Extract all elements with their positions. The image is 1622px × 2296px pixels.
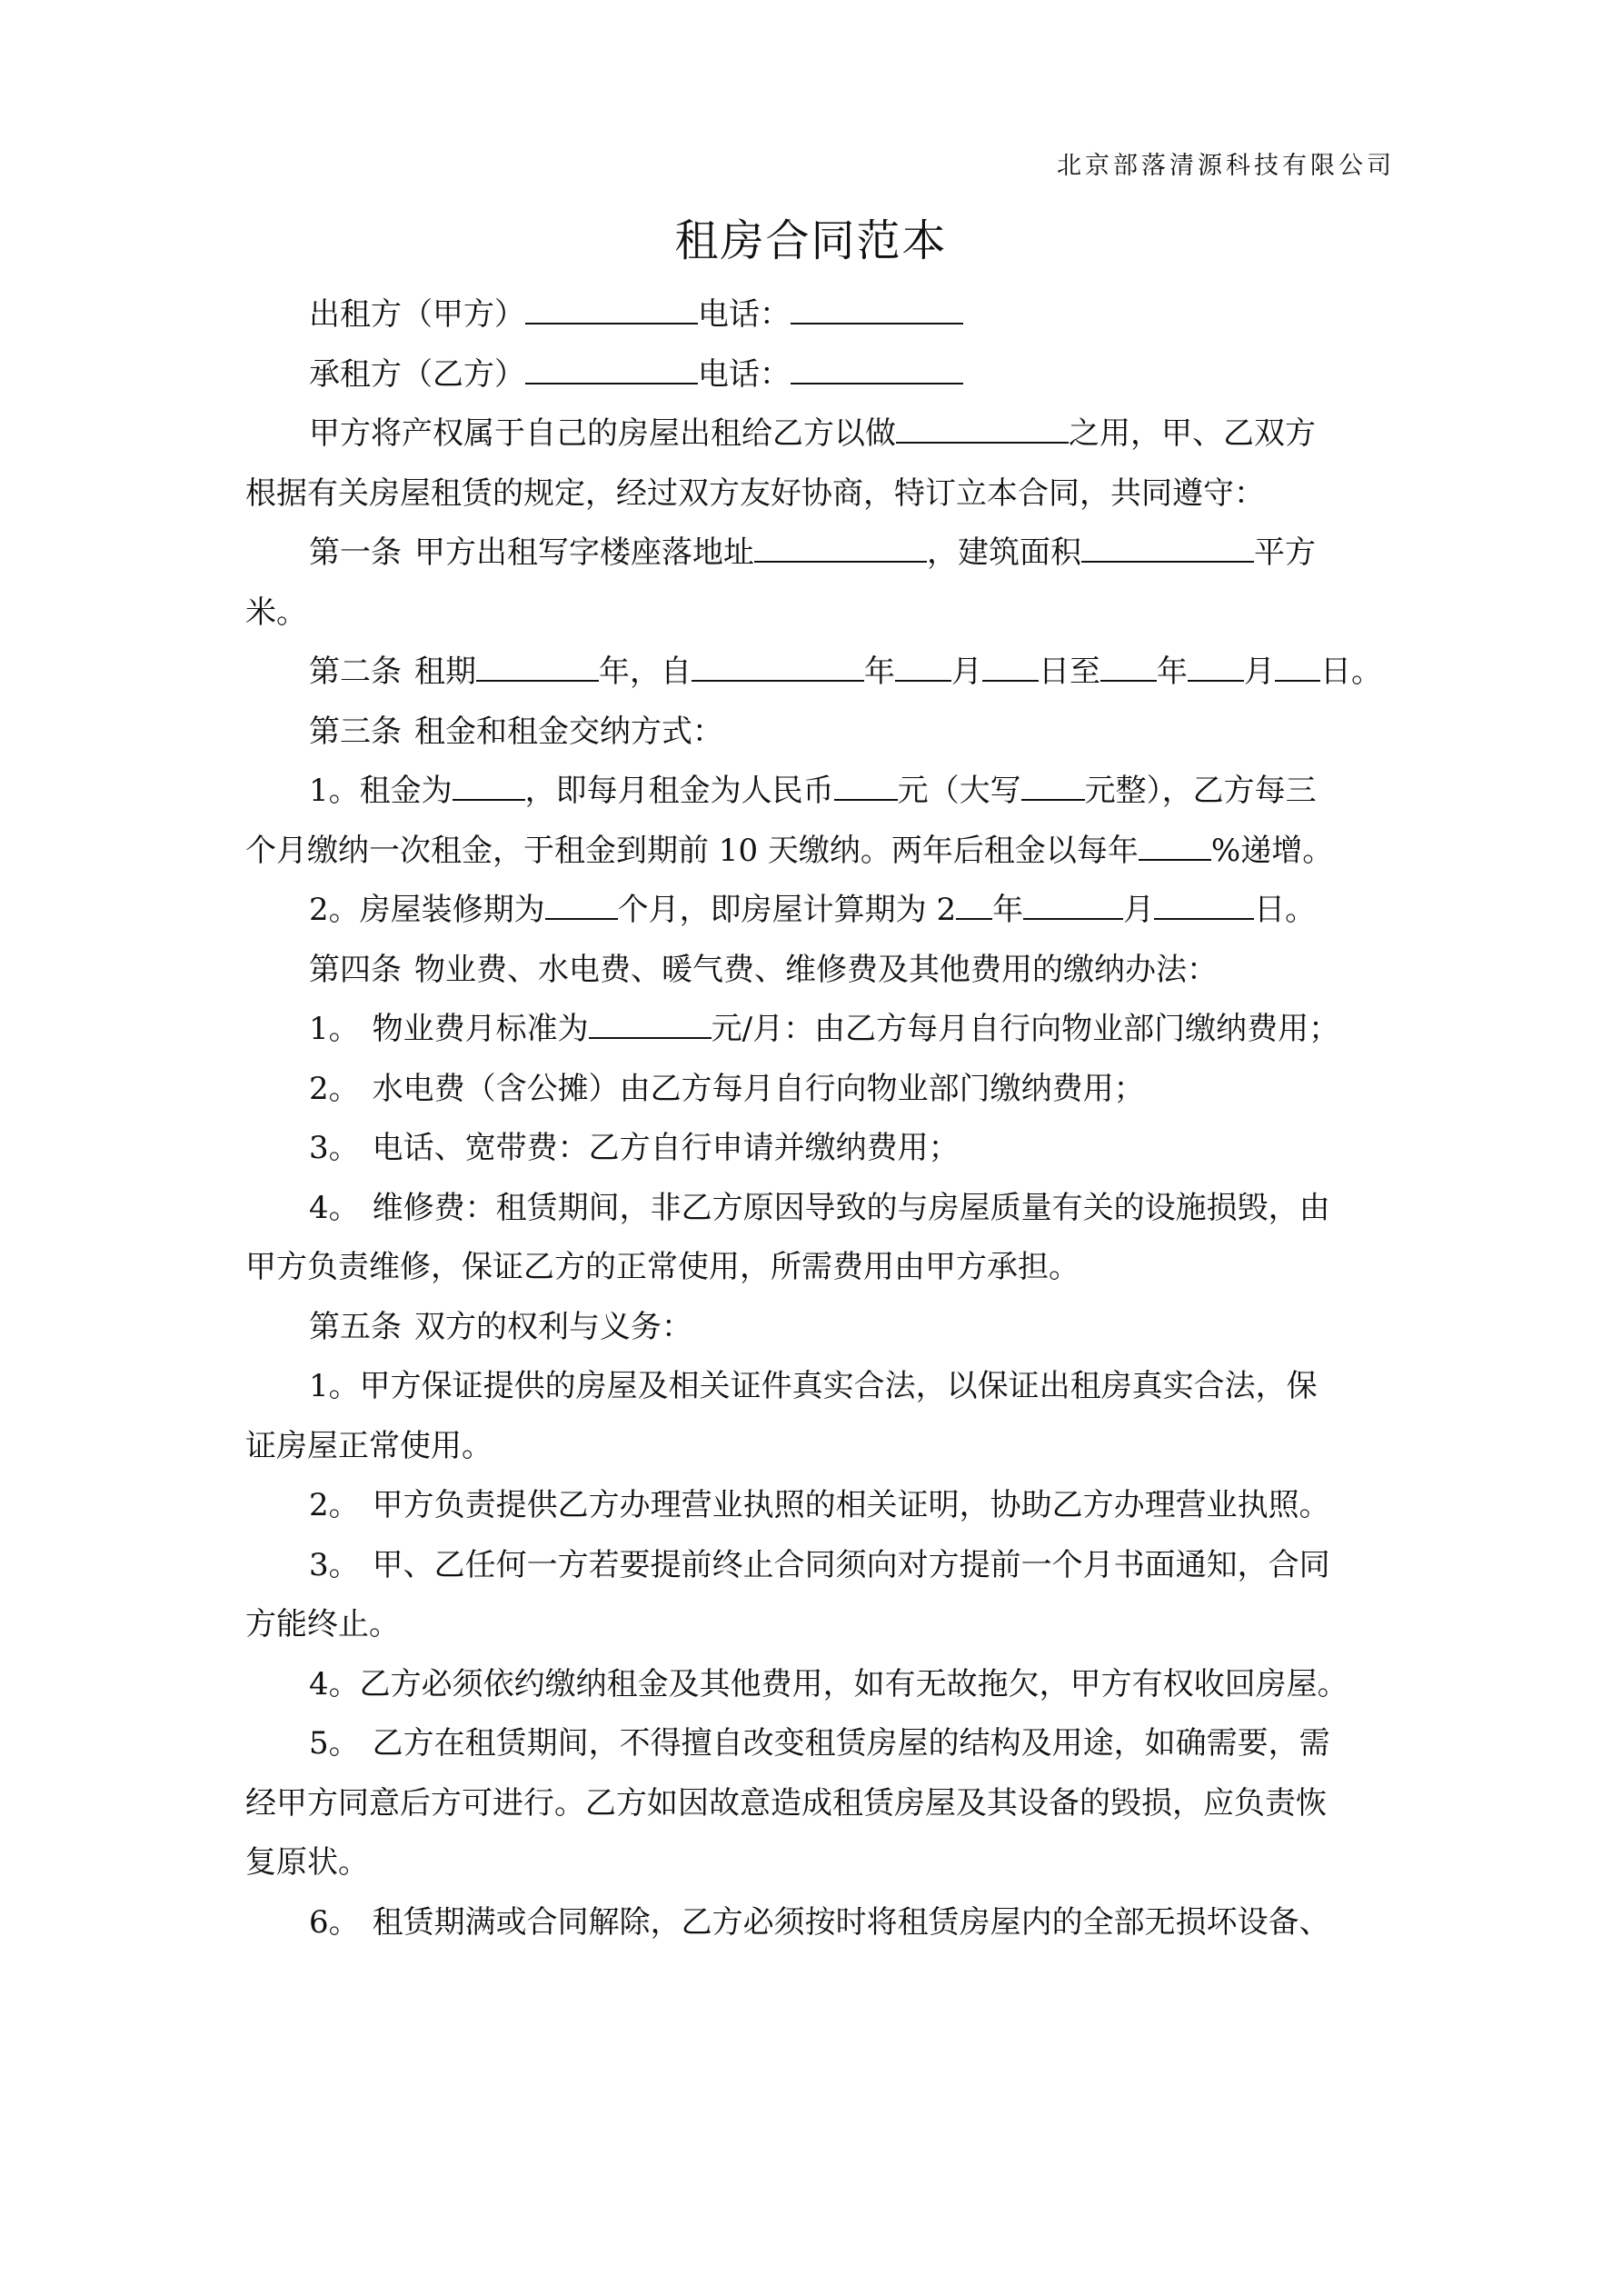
article5-item4-line: 4。乙方必须依约缴纳租金及其他费用，如有无故拖欠，甲方有权收回房屋。: [309, 1665, 1348, 1702]
lessor-phone-blank[interactable]: [791, 294, 963, 324]
article-heading: 第二条: [309, 654, 402, 690]
renovation-months-blank[interactable]: [545, 889, 618, 920]
lessor-phone-label: 电话：: [698, 296, 791, 333]
article5-item5-line-1: [245, 1718, 1390, 1778]
article5-item1-line-2: 证房屋正常使用。: [245, 1427, 493, 1464]
preamble-text: 甲方将产权属于自己的房屋出租给乙方以做: [309, 415, 896, 452]
item-text: %递增。: [1210, 832, 1334, 869]
preamble-text: 之用，甲、乙双方: [1069, 415, 1316, 452]
article4-item3-line: [245, 1123, 1390, 1183]
item-text: 日。: [1254, 892, 1317, 928]
lessee-line: [245, 349, 1390, 409]
article-text: 平方: [1254, 534, 1316, 571]
item-number: 2。: [309, 1070, 360, 1107]
article-text: 日至: [1039, 654, 1100, 690]
item-text: 年: [992, 892, 1024, 928]
increase-rate-blank[interactable]: [1139, 830, 1211, 861]
article5-line: [245, 1302, 1390, 1362]
article5-item3-line-2: 方能终止。: [245, 1606, 400, 1642]
item-text: 物业费月标准为: [372, 1011, 589, 1047]
article-text: 物业费、水电费、暖气费、维修费及其他费用的缴纳办法：: [414, 951, 1218, 988]
item-number: 2。: [309, 1487, 360, 1523]
article3-item1-line-2: [245, 825, 1390, 885]
article-text: ，建筑面积: [927, 534, 1081, 571]
item-text: 维修费：租赁期间，非乙方原因导致的与房屋质量有关的设施损毁，由: [372, 1189, 1330, 1226]
article5-item5-line-2: 经甲方同意后方可进行。乙方如因故意造成租赁房屋及其设备的毁损，应负责恢: [245, 1784, 1327, 1822]
article5-item6-line-1: [245, 1897, 1390, 1957]
item-text: 水电费（含公摊）由乙方每月自行向物业部门缴纳费用；: [372, 1070, 1145, 1107]
item-text: 个月，即房屋计算期为 2: [617, 892, 957, 928]
article1-line-1: [245, 527, 1390, 587]
item-number: 4。: [309, 1189, 360, 1226]
period-days-blank[interactable]: [1154, 889, 1254, 920]
article-text: 年: [864, 654, 895, 690]
article4-item1-line: [245, 1003, 1390, 1063]
article5-item5-line-3: 复原状。: [245, 1844, 369, 1881]
item-text: 甲方负责提供乙方办理营业执照的相关证明，协助乙方办理营业执照。: [372, 1487, 1330, 1523]
lessee-label: 承租方（乙方）: [309, 355, 525, 393]
article-text: 年，自: [599, 654, 692, 690]
item-number: 1。: [309, 1011, 360, 1047]
article1-line-2: 米。: [245, 594, 307, 631]
rent-uppercase-blank[interactable]: [1021, 770, 1085, 801]
article-text: 租金和租金交纳方式：: [414, 713, 723, 750]
item-text: 月: [1123, 892, 1155, 928]
article-text: 月: [951, 654, 982, 690]
article4-item4-line-1: [245, 1183, 1390, 1243]
article5-item3-line-1: [245, 1540, 1390, 1600]
article5-item2-line: [245, 1480, 1390, 1540]
article-heading: 第三条: [309, 713, 402, 750]
item-text: 元整），乙方每三: [1084, 773, 1317, 809]
preamble-line-2: 根据有关房屋租赁的规定，经过双方友好协商，特订立本合同，共同遵守：: [245, 474, 1265, 512]
property-fee-blank[interactable]: [589, 1008, 711, 1039]
item-text: 甲、乙任何一方若要提前终止合同须向对方提前一个月书面通知，合同: [372, 1546, 1330, 1583]
article-text: 双方的权利与义务：: [414, 1308, 692, 1345]
address-blank[interactable]: [754, 532, 927, 563]
end-year-blank[interactable]: [1100, 651, 1157, 682]
article-heading: 第四条: [309, 951, 402, 988]
area-blank[interactable]: [1081, 532, 1254, 563]
preamble-line-1: [245, 408, 1390, 468]
article2-line: [245, 646, 1390, 706]
period-months-blank[interactable]: [1023, 889, 1123, 920]
item-number: 6。: [309, 1903, 360, 1941]
lessee-phone-label: 电话：: [698, 355, 791, 393]
article-heading: 第五条: [309, 1308, 402, 1345]
item-text: 乙方在租赁期间，不得擅自改变租赁房屋的结构及用途，如确需要，需: [372, 1725, 1330, 1762]
article4-line: [245, 944, 1390, 1004]
item-text: 元（大写: [897, 773, 1021, 809]
item-text: ，即每月租金为人民币: [524, 773, 834, 809]
lessor-label: 出租方（甲方）: [309, 296, 525, 333]
term-years-blank[interactable]: [476, 651, 599, 682]
article5-item1-line-1: 1。甲方保证提供的房屋及相关证件真实合法，以保证出租房真实合法，保: [309, 1368, 1318, 1404]
lessor-name-blank[interactable]: [525, 294, 698, 324]
item-number: 5。: [309, 1725, 360, 1762]
rent-blank[interactable]: [453, 770, 525, 801]
article3-line: [245, 706, 1390, 766]
usage-blank[interactable]: [896, 413, 1069, 444]
item-text: 2。房屋装修期为: [309, 892, 545, 928]
monthly-rent-blank[interactable]: [834, 770, 898, 801]
article3-item2-line: [245, 884, 1390, 944]
article3-item1-line-1: [245, 765, 1390, 825]
start-day-blank[interactable]: [982, 651, 1039, 682]
document-title: 租房合同范本: [674, 215, 948, 266]
article-text: 日。: [1320, 654, 1382, 690]
article-text: 租期: [414, 654, 476, 690]
item-text: 租赁期满或合同解除，乙方必须按时将租赁房屋内的全部无损坏设备、: [372, 1903, 1330, 1941]
lessee-phone-blank[interactable]: [791, 354, 963, 384]
lessor-line: [245, 289, 1390, 349]
item-text: 个月缴纳一次租金，于租金到期前 10 天缴纳。两年后租金以每年: [245, 832, 1139, 869]
start-month-blank[interactable]: [895, 651, 951, 682]
end-month-blank[interactable]: [1188, 651, 1244, 682]
item-text: 1。租金为: [309, 773, 453, 809]
article-text: 月: [1244, 654, 1275, 690]
article4-item2-line: [245, 1063, 1390, 1123]
article-heading: 第一条: [309, 534, 402, 571]
end-day-blank[interactable]: [1275, 651, 1320, 682]
start-year-blank[interactable]: [692, 651, 864, 682]
article4-item4-line-2: 甲方负责维修，保证乙方的正常使用，所需费用由甲方承担。: [245, 1249, 1080, 1285]
item-text: 元/月：由乙方每月自行向物业部门缴纳费用；: [711, 1011, 1340, 1047]
company-header: 北京部落清源科技有限公司: [1057, 152, 1395, 180]
period-years-blank[interactable]: [956, 889, 992, 920]
lessee-name-blank[interactable]: [525, 354, 698, 384]
article-text: 年: [1157, 654, 1188, 690]
contract-body: [245, 289, 1390, 1956]
item-number: 3。: [309, 1546, 360, 1583]
article-text: 甲方出租写字楼座落地址: [414, 534, 754, 571]
item-number: 3。: [309, 1130, 360, 1166]
item-text: 电话、宽带费：乙方自行申请并缴纳费用；: [372, 1130, 960, 1166]
